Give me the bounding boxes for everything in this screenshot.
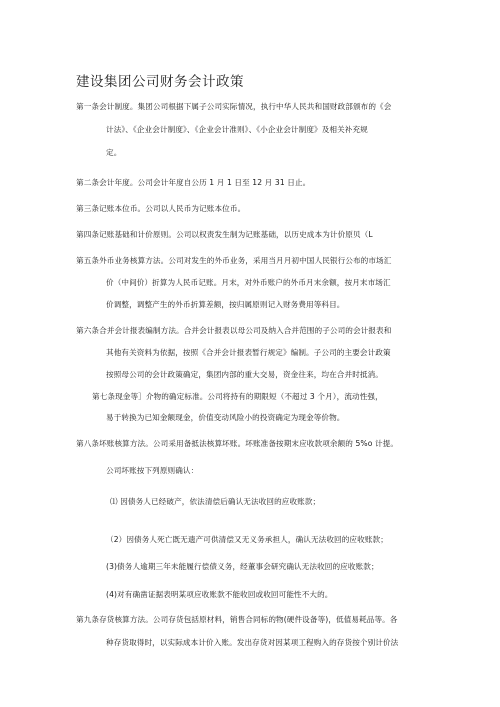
paragraph-line: 易于转换为已知金额现金，价值变动风险小的投资确定为现金等价物。 (106, 413, 345, 422)
document-title: 建设集团公司财务会计政策 (76, 74, 244, 90)
paragraph-line: 第七条现金等］介物的确定标准。公司将持有的期限短（不超过 3 个月），流动性强， (92, 392, 383, 401)
paragraph-line: 种存货取得时，以实际成本计价入账。发出存货对因某项工程购入的存货按个别计价法 (106, 638, 399, 647)
paragraph-line: 定。 (106, 148, 122, 157)
paragraph-line: 第八条坏账核算方法。公司采用备抵法核算坏账。坏账准备按期末应收款项余额的 5%o 计提。 (76, 439, 399, 448)
paragraph-line: 其他有关资料为依据，按照《合并会计报表暂行规定》编制。子公司的主要会计政策 (106, 348, 391, 357)
paragraph-line: 价（中间价）折算为人民币记账。月末，对外币账户的外币月末余额，按月末市场汇 (106, 278, 391, 287)
paragraph-line: 计法》、《企业会计制度》、《企业会计准则》、《小企业会计制度》及相关补充规 (106, 125, 368, 134)
list-item: （2）因债务人死亡既无遗产可供清偿又无义务承担人，确认无法收回的应收账款； (106, 535, 388, 544)
paragraph-line: 第四条记账基础和计价原则。公司以权责发生制为记账基础，以历史成本为计价原贝（L (76, 230, 373, 239)
paragraph-line: 第九条存货核算方法。公司存货包括原材料，销售合同标的物(硬件设备等)，低值易耗品等。各 (76, 615, 398, 624)
list-item: ⑴ 因债务人已经破产，依法清偿后确认无法收回的应收账款； (110, 497, 321, 506)
paragraph-line: 第五条外币业务核算方法。公司对发生的外币业务，采用当月月初中国人民银行公布的市场汇 (76, 256, 392, 265)
list-item: (4)对有确凿证据表明某项应收账款不能收回或收回可能性不大的。 (106, 590, 333, 599)
paragraph-line: 第三条记账本位币。公司以人民币为记账本位币。 (76, 204, 246, 213)
list-item: (3)债务人逾期三年未能履行偿债义务，经董事会研究确认无法收回的应收账款； (106, 562, 379, 571)
paragraph-line: 第二条会计年度。公司会计年度自公历 1 月 1 日至 12 月 31 日止。 (76, 178, 311, 187)
paragraph-line: 公司坏账按下列原则确认： (106, 466, 199, 475)
paragraph-line: 第六条合并会计报表编制方法。合并会计报表以母公司及纳入合并范围的子公司的会计报表和 (76, 326, 392, 335)
paragraph-line: 第一条会计制度。集团公司根据下属子公司实际情况，执行中华人民共和国财政部颁布的《会 (76, 102, 392, 111)
paragraph-line: 价调整，调整产生的外币折算差额，按归属原则记入财务费用等科目。 (106, 300, 345, 309)
paragraph-line: 按照母公司的会计政策确定，集团内部的重大交易，资金往来，均在合并时抵消。 (106, 370, 383, 379)
